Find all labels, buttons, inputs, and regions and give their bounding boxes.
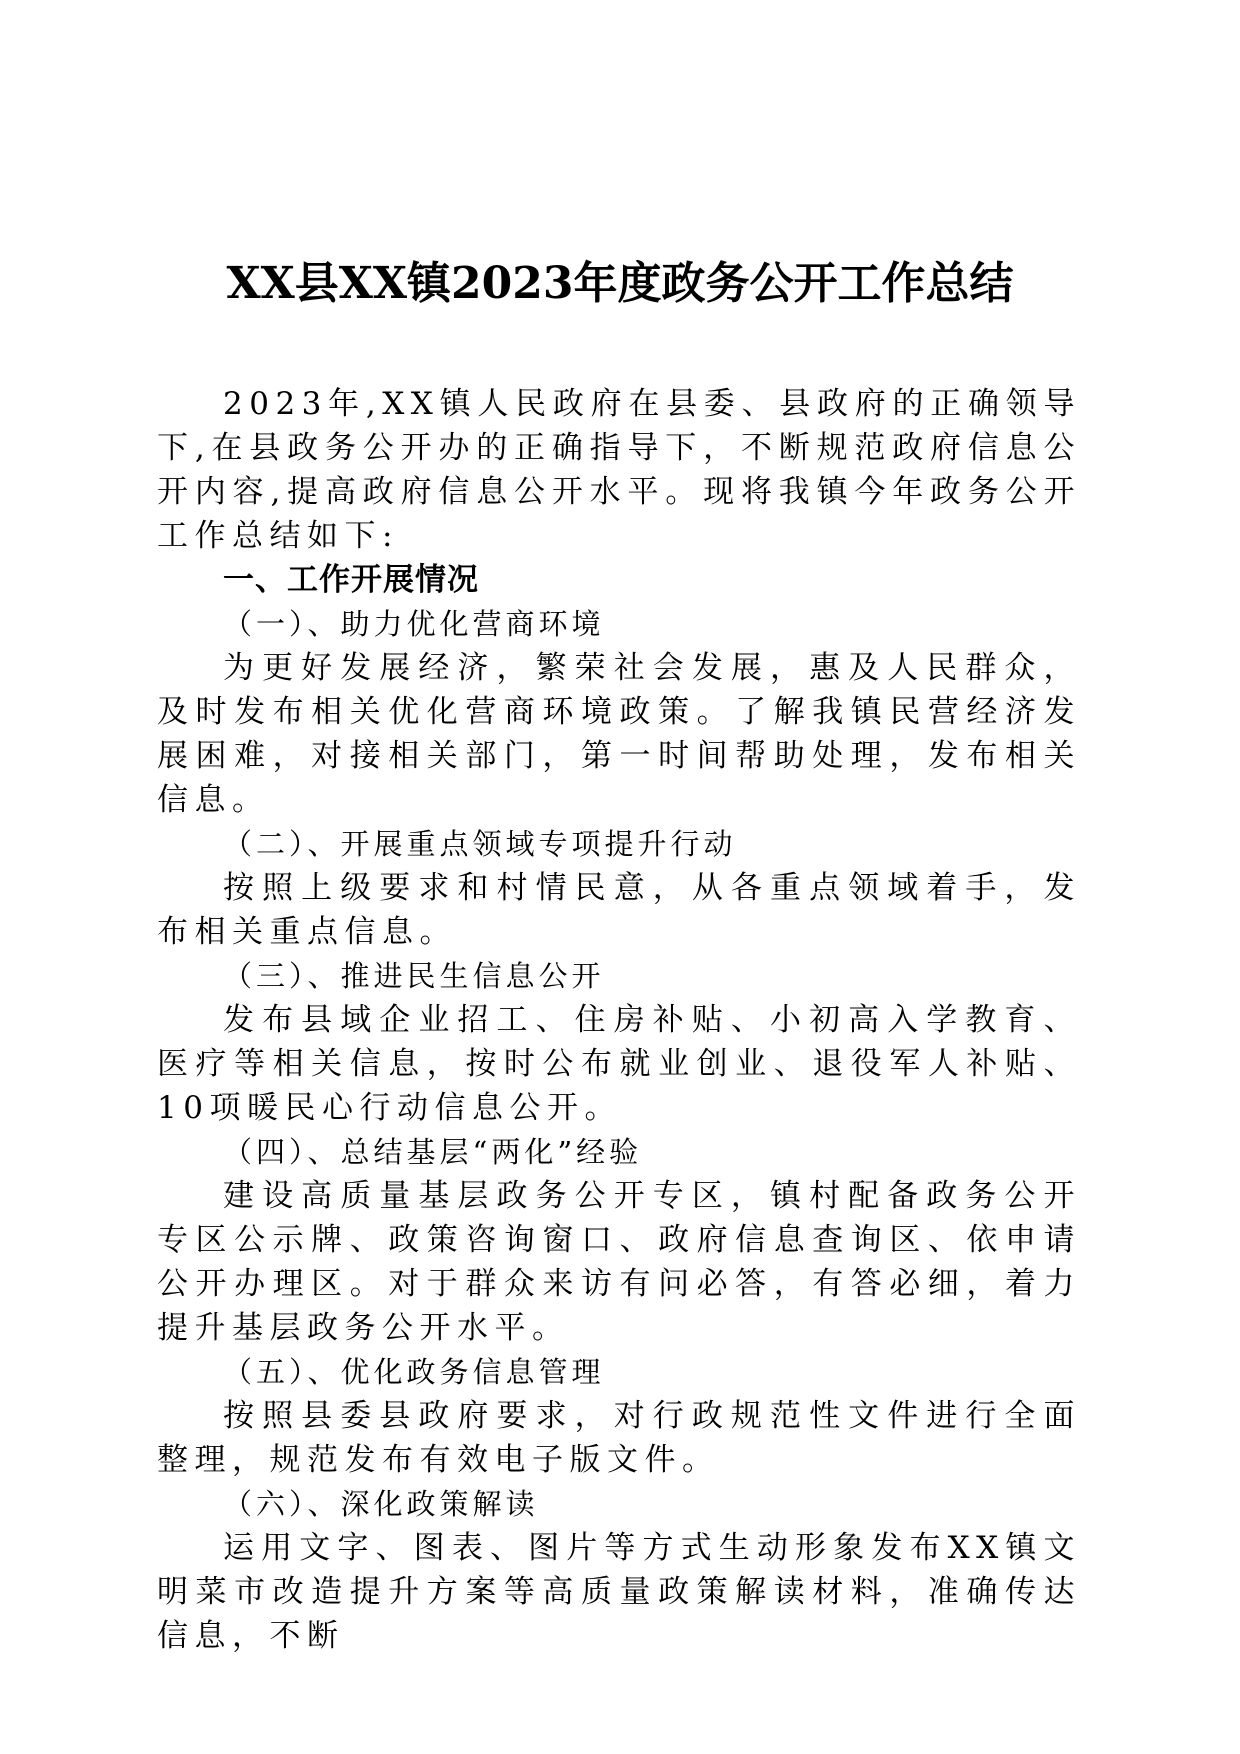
subsection-heading-2: （二）、开展重点领域专项提升行动	[223, 827, 737, 861]
subsection-heading-3: （三）、推进民生信息公开	[223, 959, 605, 993]
document-title: XX县XX镇2023年度政务公开工作总结	[226, 258, 1014, 309]
section-heading-work-progress: 一、工作开展情况	[223, 562, 479, 598]
subsection-heading-1: （一）、助力优化营商环境	[223, 607, 605, 641]
intro-paragraph: 2023年,XX镇人民政府在县委、县政府的正确领导下,在县政务公开办的正确指导下，不断规范政府信息公开内容,提高政府信息公开水平。现将我镇今年政务公开工作总结如下:	[157, 386, 1081, 554]
subsection-body-1: 为更好发展经济，繁荣社会发展，惠及人民群众，及时发布相关优化营商环境政策。了解我镇民营经济发展困难，对接相关部门，第一时间帮助处理，发布相关信息。	[157, 650, 1081, 818]
subsection-body-6: 运用文字、图表、图片等方式生动形象发布XX镇文明菜市改造提升方案等高质量政策解读材料，准确传达信息，不断	[157, 1530, 1081, 1654]
subsection-heading-4: （四）、总结基层“两化”经验	[223, 1135, 643, 1169]
subsection-body-3: 发布县域企业招工、住房补贴、小初高入学教育、医疗等相关信息，按时公布就业创业、退役军人补贴、10项暖民心行动信息公开。	[157, 1002, 1081, 1126]
subsection-body-4: 建设高质量基层政务公开专区，镇村配备政务公开专区公示牌、政策咨询窗口、政府信息查询区、依申请公开办理区。对于群众来访有问必答，有答必细，着力提升基层政务公开水平。	[157, 1178, 1081, 1346]
subsection-heading-6: （六）、深化政策解读	[223, 1487, 539, 1521]
subsection-heading-5: （五）、优化政务信息管理	[223, 1355, 605, 1389]
document-body	[157, 382, 1081, 1658]
subsection-body-5: 按照县委县政府要求，对行政规范性文件进行全面整理，规范发布有效电子版文件。	[157, 1398, 1081, 1478]
subsection-body-2: 按照上级要求和村情民意，从各重点领域着手，发布相关重点信息。	[157, 870, 1081, 950]
